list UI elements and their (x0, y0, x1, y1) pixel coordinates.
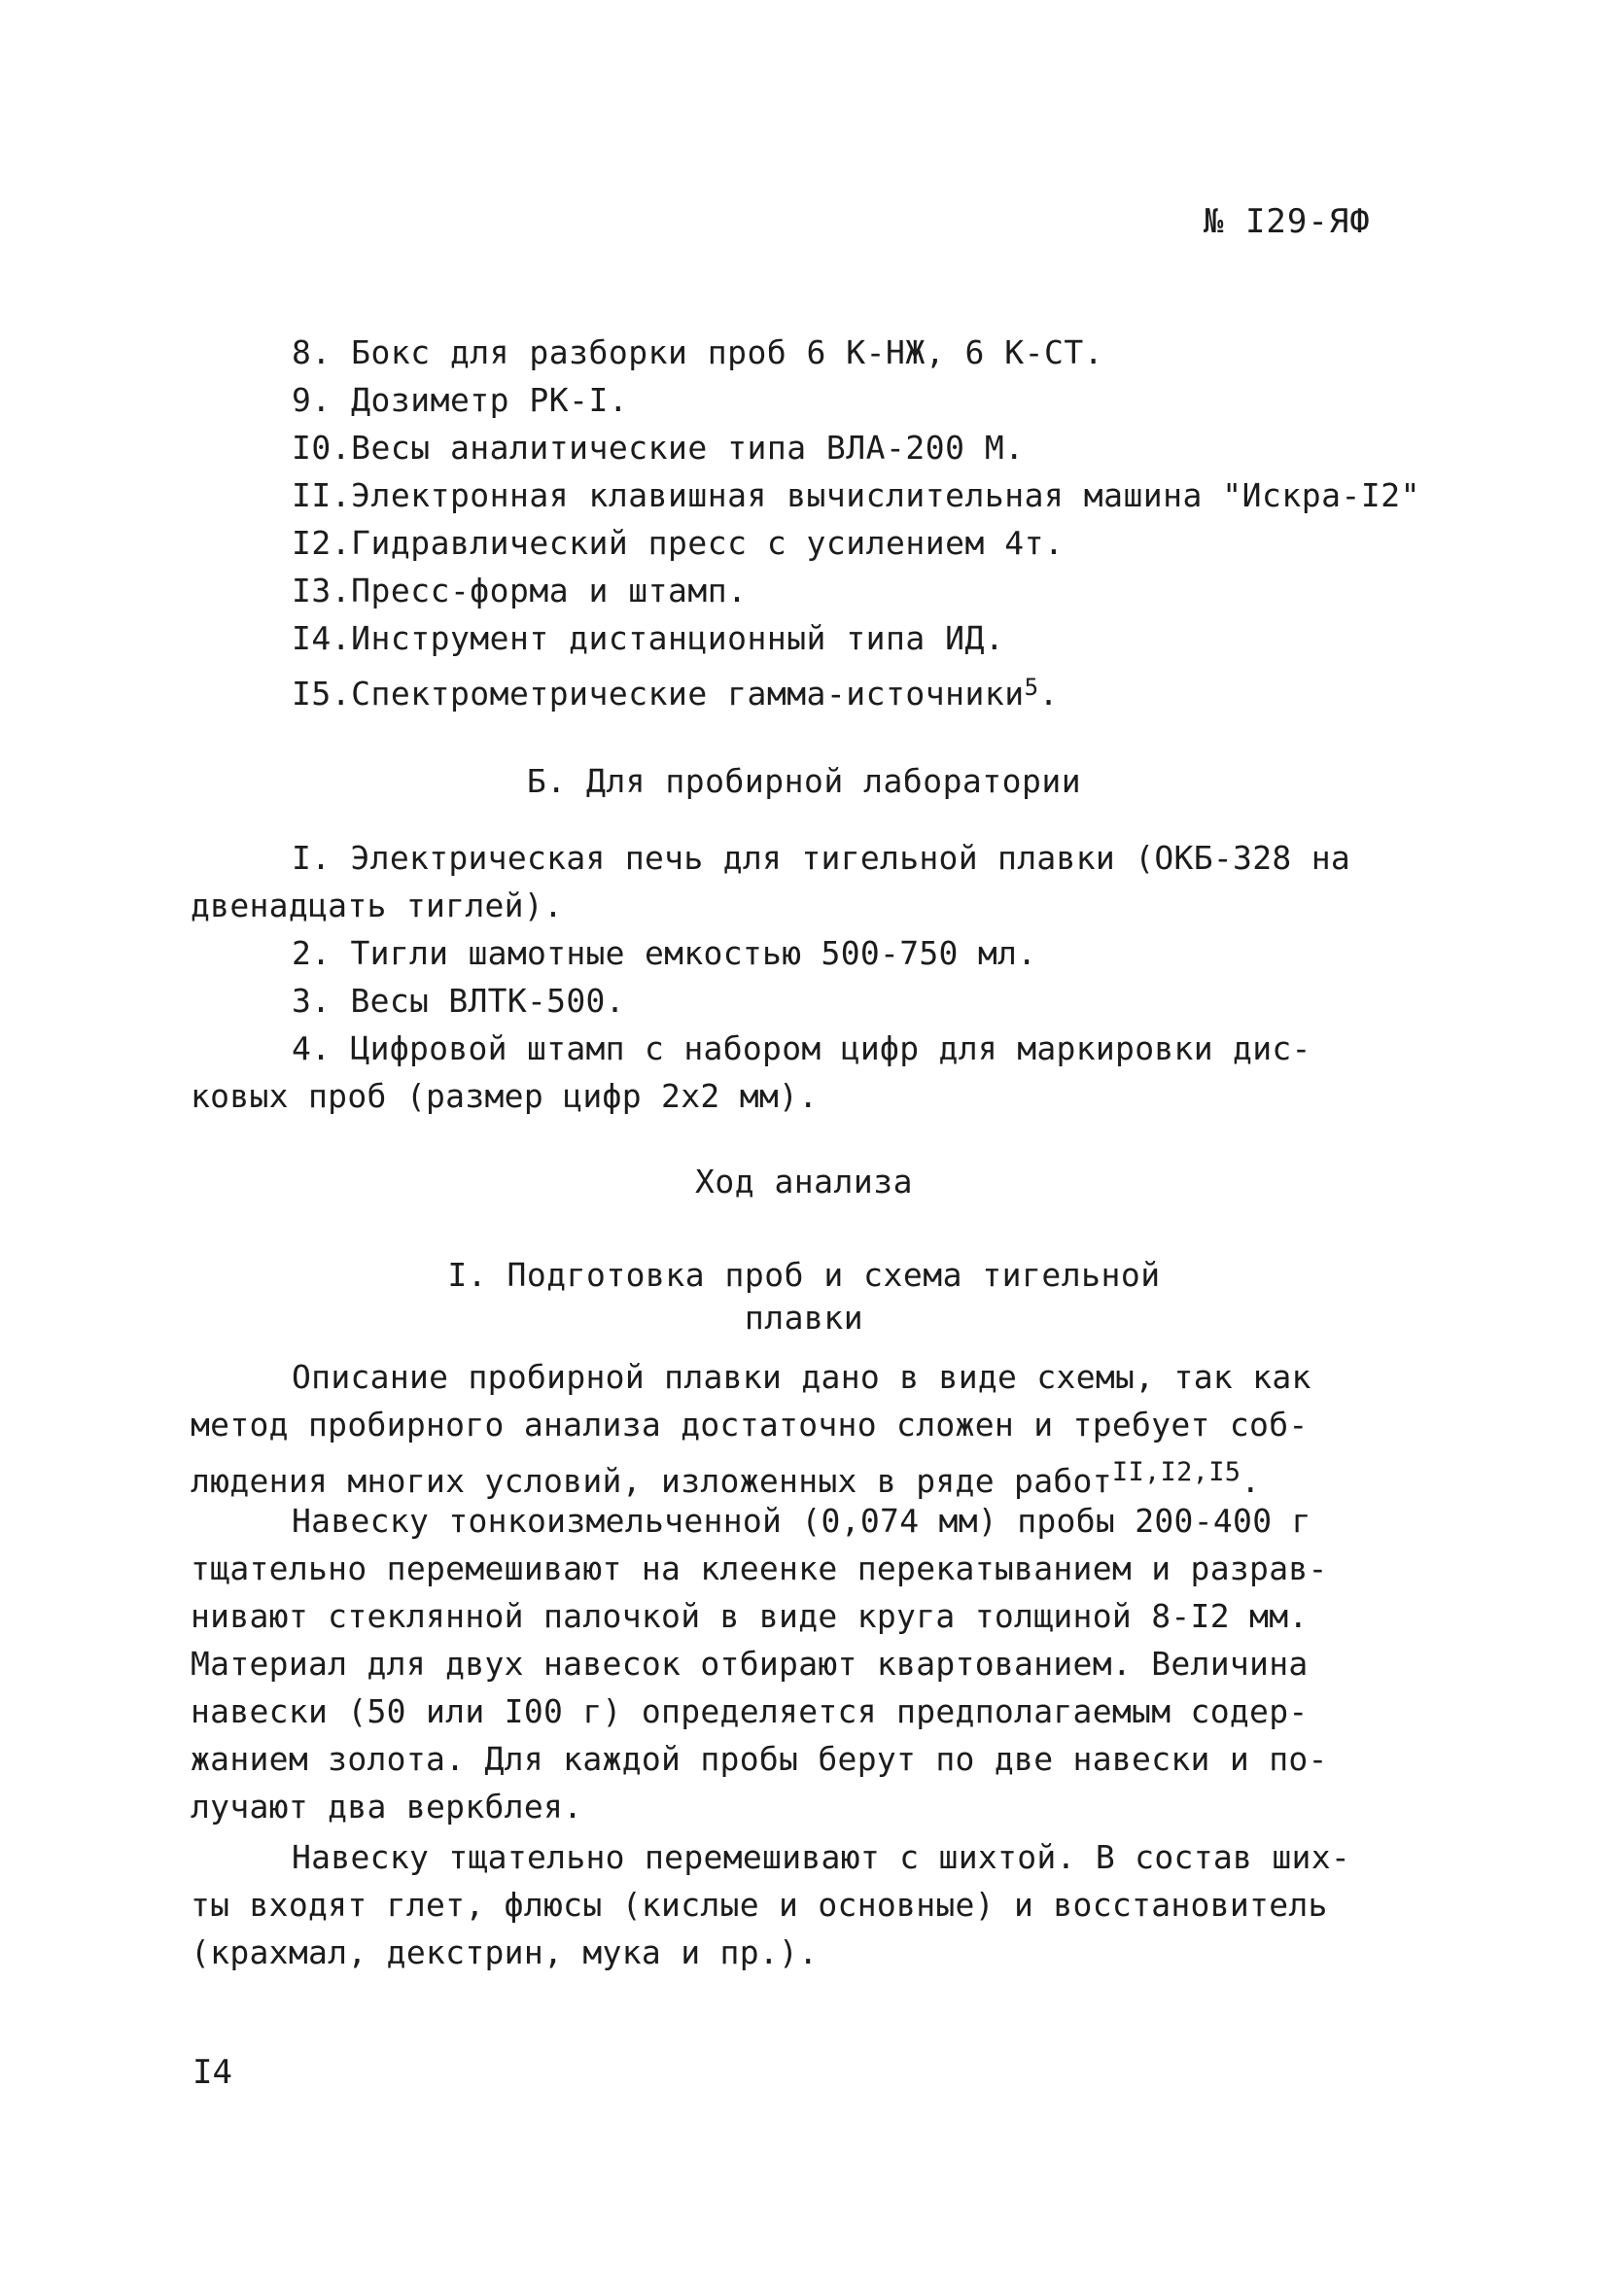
subsection-title-line-2: плавки (744, 1299, 864, 1337)
list-item-14: I4.Инструмент дистанционный типа ИД. (292, 619, 1005, 657)
list-item-12: I2.Гидравлический пресс с усилением 4т. (292, 524, 1065, 562)
paragraph-1-line-2: метод пробирного анализа достаточно сложен и требует соб- (191, 1406, 1309, 1444)
section-b-item-1-line-1: I. Электрическая печь для тигельной плавки (ОКБ-328 на (292, 839, 1351, 877)
section-b-item-4-line-1: 4. Цифровой штамп с набором цифр для маркировки дис- (292, 1029, 1311, 1067)
paragraph-2-line-3: нивают стеклянной палочкой в виде круга толщиной 8-I2 мм. (191, 1597, 1309, 1635)
analysis-title: Ход анализа (694, 1163, 914, 1200)
list-item-15-end: . (1038, 675, 1059, 713)
section-b-title: Б. Для пробирной лаборатории (526, 762, 1082, 800)
reference-marker: 5 (1024, 674, 1039, 701)
list-item-15-text: I5.Спектрометрические гамма-источники (292, 675, 1025, 713)
paragraph-2-line-1: Навеску тонкоизмельченной (0,074 мм) пробы 200-400 г (292, 1502, 1311, 1540)
paragraph-2-line-6: жанием золота. Для каждой пробы берут по две навески и по- (191, 1740, 1328, 1778)
equipment-list (292, 329, 1420, 717)
paragraph-1-line-1: Описание пробирной плавки дано в виде схемы, так как (292, 1358, 1311, 1396)
paragraph-2-line-5: навески (50 или I00 г) определяется предполагаемым содер- (191, 1692, 1309, 1730)
paragraph-2-line-2: тщательно перемешивают на клеенке перекатыванием и разрав- (191, 1549, 1328, 1587)
list-item-8: 8. Бокс для разборки проб 6 К-НЖ, 6 К-СТ. (292, 333, 1104, 371)
section-b-item-1-line-2: двенадцать тиглей). (191, 887, 564, 924)
list-item-13: I3.Пресс-форма и штамп. (292, 572, 748, 609)
paragraph-2-line-4: Материал для двух навесок отбирают квартованием. Величина (191, 1645, 1309, 1683)
paragraph-2-line-7: лучают два веркблея. (191, 1788, 583, 1826)
paragraph-3-line-3: (крахмал, декстрин, мука и пр.). (191, 1933, 819, 1971)
paragraph-2 (191, 1497, 1338, 1830)
subsection-title-line-1: I. Подготовка проб и схема тигельной (447, 1256, 1161, 1294)
section-b-item-4-line-2: ковых проб (размер цифр 2х2 мм). (191, 1077, 819, 1115)
reference-markers: II,I2,I5 (1111, 1457, 1241, 1487)
paragraph-1-line-3-end: . (1241, 1462, 1261, 1500)
paragraph-3-line-2: ты входят глет, флюсы (кислые и основные) и восстановитель (191, 1886, 1328, 1924)
list-item-9: 9. Дозиметр РК-I. (292, 381, 629, 419)
list-item-10: I0.Весы аналитические типа ВЛА-200 М. (292, 429, 1025, 467)
list-item-15 (292, 662, 1420, 717)
page-number: I4 (192, 2053, 232, 2092)
paragraph-1-line-3-text: людения многих условий, изложенных в ряде работ (191, 1462, 1112, 1500)
paragraph-1 (191, 1353, 1338, 1505)
section-b-item-2: 2. Тигли шамотные емкостью 500-750 мл. (292, 934, 1037, 972)
document-number: № I29-ЯФ (1204, 202, 1371, 241)
paragraph-3-line-1: Навеску тщательно перемешивают с шихтой. В состав ших- (292, 1838, 1351, 1876)
paragraph-3 (191, 1833, 1351, 1976)
section-b-item-3: 3. Весы ВЛТК-500. (292, 982, 625, 1020)
list-item-11: II.Электронная клавишная вычислительная машина "Искра-I2" (292, 476, 1420, 514)
section-b-list (191, 834, 1351, 1120)
